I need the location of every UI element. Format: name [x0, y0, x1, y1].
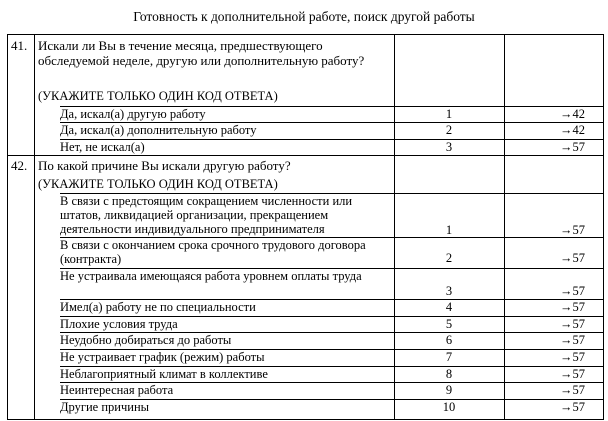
skip-to: →57: [560, 140, 585, 154]
option-code: 1: [445, 107, 453, 121]
option-code: 5: [445, 317, 453, 331]
skip-to: →57: [560, 333, 585, 347]
option-label: Неудобно добираться до работы: [60, 333, 232, 347]
answer-instruction: (УКАЖИТЕ ТОЛЬКО ОДИН КОД ОТВЕТА): [38, 89, 278, 103]
option-label: Неблагоприятный климат в коллективе: [60, 367, 268, 381]
option-label: Имел(а) работу не по специальности: [60, 300, 256, 314]
skip-to: →57: [560, 223, 585, 237]
column-divider: [394, 35, 395, 419]
option-label: Да, искал(а) другую работу: [60, 107, 206, 121]
skip-to: →42: [560, 107, 585, 121]
skip-to: →57: [560, 367, 585, 381]
question-number: 42.: [11, 158, 28, 173]
skip-to: →57: [560, 317, 585, 331]
option-label: Не устраивала имеющаяся работа уровнем оплаты труда: [60, 269, 362, 283]
option-code: 2: [445, 251, 453, 265]
option-code: 7: [445, 350, 453, 364]
option-code: 3: [445, 140, 453, 154]
option-label: Плохие условия труда: [60, 317, 178, 331]
option-label: В связи с предстоящим сокращением численности или штатов, ликвидацией организации, прекращением деятельности индивидуального предпринимателя: [60, 194, 353, 236]
question-text: По какой причине Вы искали другую работу?: [38, 158, 291, 173]
skip-to: →57: [560, 251, 585, 265]
option-label: В связи с окончанием срока срочного трудового договора (контракта): [60, 238, 366, 266]
option-label: Нет, не искал(а): [60, 140, 145, 154]
option-code: 9: [445, 383, 453, 397]
answer-instruction: (УКАЖИТЕ ТОЛЬКО ОДИН КОД ОТВЕТА): [38, 177, 278, 191]
option-code: 10: [442, 400, 456, 414]
option-label: Другие причины: [60, 400, 150, 414]
skip-to: →57: [560, 284, 585, 298]
skip-to: →57: [560, 383, 585, 397]
option-code: 1: [445, 223, 453, 237]
question-text: Искали ли Вы в течение месяца, предшествующего обследуемой неделе, другую или дополнительную работу?: [38, 38, 365, 68]
option-label: Да, искал(а) дополнительную работу: [60, 123, 257, 137]
skip-to: →57: [560, 400, 585, 414]
question-number: 41.: [11, 38, 28, 53]
option-code: 2: [445, 123, 453, 137]
skip-to: →42: [560, 123, 585, 137]
option-label: Неинтересная работа: [60, 383, 174, 397]
column-divider: [34, 35, 35, 419]
option-code: 6: [445, 333, 453, 347]
option-code: 8: [445, 367, 453, 381]
option-label: Не устраивает график (режим) работы: [60, 350, 265, 364]
option-code: 3: [445, 284, 453, 298]
column-divider: [504, 35, 505, 419]
page-title: Готовность к дополнительной работе, поиск другой работы: [133, 9, 475, 24]
skip-to: →57: [560, 300, 585, 314]
option-code: 4: [445, 300, 453, 314]
questionnaire-table: [7, 34, 604, 420]
skip-to: →57: [560, 350, 585, 364]
question-divider: [8, 155, 604, 156]
